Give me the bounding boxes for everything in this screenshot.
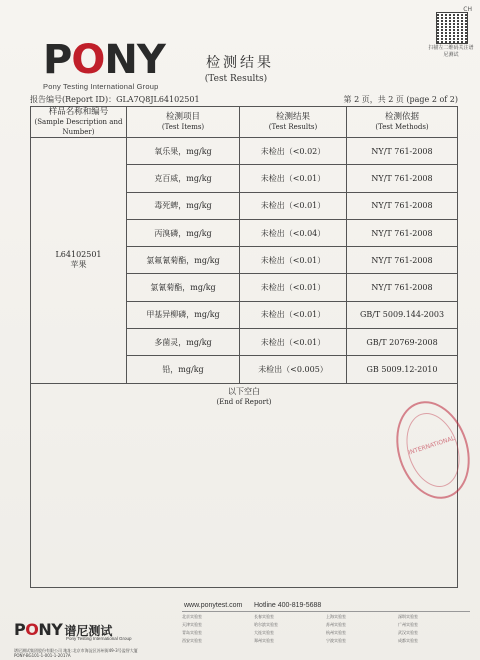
logo-subtitle: Pony Testing International Group (43, 82, 159, 91)
end-of-report-row (31, 383, 458, 410)
test-result: 未检出（<0.01） (240, 329, 347, 356)
test-method: NY/T 761-2008 (347, 219, 458, 246)
test-method: NY/T 761-2008 (347, 165, 458, 192)
header-items: 检测项目 (Test Items) (127, 107, 240, 138)
test-result: 未检出（<0.01） (240, 247, 347, 274)
footer-hotline: Hotline 400-819-5688 (254, 602, 322, 609)
test-item: 氧乐果，mg/kg (127, 138, 240, 165)
test-item: 铅，mg/kg (127, 356, 240, 383)
test-item: 甲基异柳磷，mg/kg (127, 301, 240, 328)
table-header-row (31, 107, 458, 138)
test-item: 氯氟氰菊酯，mg/kg (127, 247, 240, 274)
footer-website[interactable]: www.ponytest.com (184, 602, 243, 609)
test-result: 未检出（<0.01） (240, 301, 347, 328)
test-method: GB 5009.12-2010 (347, 356, 458, 383)
test-method: NY/T 761-2008 (347, 138, 458, 165)
test-item: 丙溴磷，mg/kg (127, 219, 240, 246)
test-result: 未检出（<0.01） (240, 192, 347, 219)
test-method: GB/T 5009.144-2003 (347, 301, 458, 328)
qr-caption: 扫描左二维码关注谱尼测试 (428, 45, 474, 58)
footer-labs: 北京实验室 长春实验室 上海实验室 深圳实验室 天津实验室 哈尔滨实验室 苏州实验室 广州实验室 青岛实验室 大连实验室 杭州实验室 武汉实验室 西安实验室 郑州实验室 宁波实验室 成都实验室 (182, 614, 418, 643)
test-result: 未检出（<0.02） (240, 138, 347, 165)
test-item: 克百威，mg/kg (127, 165, 240, 192)
header-sample: 样品名称和编号 (Sample Description and Number) (31, 107, 127, 138)
footer-divider (182, 611, 470, 612)
table-row (31, 138, 458, 165)
test-method: GB/T 20769-2008 (347, 329, 458, 356)
test-item: 毒死蜱，mg/kg (127, 192, 240, 219)
test-item: 氯氰菊酯，mg/kg (127, 274, 240, 301)
header-results: 检测结果 (Test Results) (240, 107, 347, 138)
qr-code-icon (436, 12, 468, 44)
pony-logo: PONY Pony Testing International Group (43, 37, 165, 91)
end-of-report: 以下空白 (End of Report) (216, 386, 272, 406)
sample-cell: L64102501 苹果 (31, 138, 127, 384)
header-methods: 检测依据 (Test Methods) (347, 107, 458, 138)
test-item: 多菌灵，mg/kg (127, 329, 240, 356)
corner-mark: CH (463, 6, 472, 13)
report-id: 报告编号(Report ID)：GLA7Q8JL64102501 (30, 95, 200, 104)
test-result: 未检出（<0.01） (240, 165, 347, 192)
footer-logo: PONY 谱尼测试 Pony Testing International Group (14, 620, 132, 641)
official-stamp: INTERNATIONAL (384, 392, 480, 509)
report-title: 检测结果 (Test Results) (204, 55, 274, 84)
footer-address: 谱尼测试集团股份有限公司 地址:北京市海淀区苏州街49-3号盈智大厦 PONY-BG101-1-001-1-2017A (14, 648, 138, 658)
test-method: NY/T 761-2008 (347, 247, 458, 274)
test-result: 未检出（<0.04） (240, 219, 347, 246)
footer (14, 600, 470, 658)
test-result: 未检出（<0.005） (240, 356, 347, 383)
test-method: NY/T 761-2008 (347, 192, 458, 219)
test-result: 未检出（<0.01） (240, 274, 347, 301)
results-table (30, 106, 458, 410)
test-method: NY/T 761-2008 (347, 274, 458, 301)
page-info: 第 2 页，共 2 页 (page 2 of 2) (343, 95, 458, 104)
